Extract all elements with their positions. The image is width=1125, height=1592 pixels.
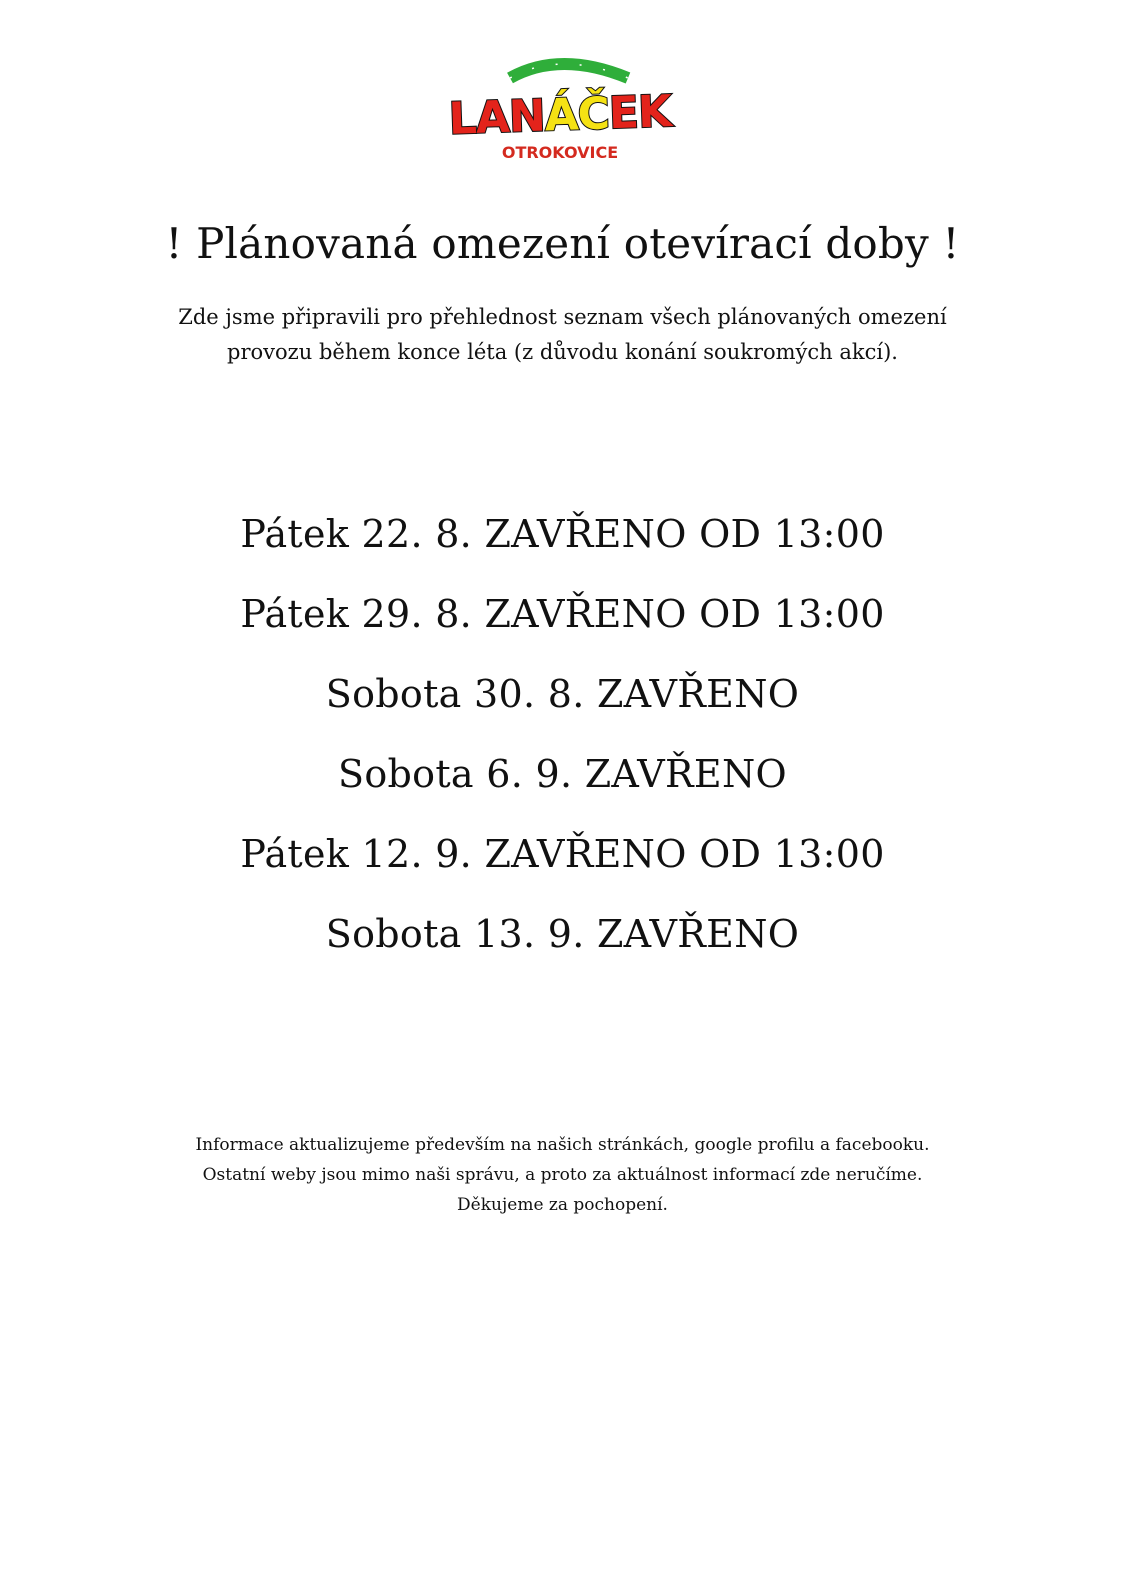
intro-line: provozu během konce léta (z důvodu konání soukromých akcí). bbox=[227, 340, 898, 364]
schedule-item: Sobota 6. 9. ZAVŘENO bbox=[338, 752, 787, 796]
footer-line: Informace aktualizujeme především na našich stránkách, google profilu a facebooku. bbox=[195, 1135, 930, 1155]
footer-line: Děkujeme za pochopení. bbox=[457, 1195, 668, 1215]
page-title: ! Plánovaná omezení otevírací doby ! bbox=[165, 219, 960, 268]
schedule-item: Pátek 22. 8. ZAVŘENO OD 13:00 bbox=[240, 512, 885, 556]
schedule-item: Sobota 30. 8. ZAVŘENO bbox=[325, 672, 800, 716]
svg-text:OTROKOVICE: OTROKOVICE bbox=[501, 143, 619, 162]
logo-arc bbox=[510, 64, 628, 78]
schedule-item: Pátek 12. 9. ZAVŘENO OD 13:00 bbox=[240, 832, 885, 876]
closure-schedule bbox=[0, 494, 1125, 974]
schedule-item: Pátek 29. 8. ZAVŘENO OD 13:00 bbox=[240, 592, 885, 636]
logo-graphic bbox=[440, 48, 680, 168]
lanacek-logo bbox=[440, 48, 680, 168]
schedule-item: Sobota 13. 9. ZAVŘENO bbox=[325, 912, 800, 956]
intro-text bbox=[120, 300, 1005, 370]
footer-line: Ostatní weby jsou mimo naši správu, a proto za aktuálnost informací zde neručíme. bbox=[202, 1165, 923, 1185]
intro-line: Zde jsme připravili pro přehlednost seznam všech plánovaných omezení bbox=[178, 305, 947, 329]
svg-text:LANÁČEK: LANÁČEK bbox=[447, 86, 672, 145]
footer-note bbox=[100, 1130, 1025, 1220]
